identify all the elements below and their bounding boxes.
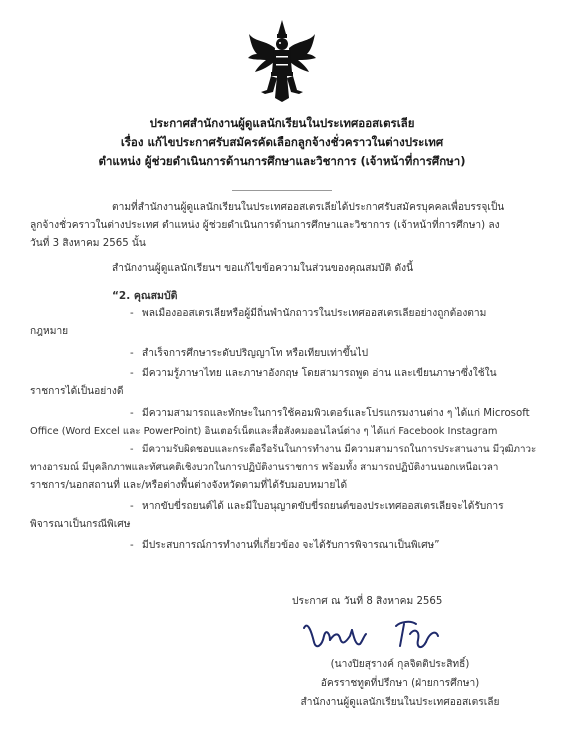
announcement-subject: เรื่อง แก้ไขประกาศรับสมัครคัดเลือกลูกจ้างชั่วคราวในต่างประเทศ	[120, 135, 444, 149]
dash-bullet: -	[130, 408, 134, 419]
garuda-emblem-icon	[247, 20, 317, 102]
signature-image	[300, 616, 460, 656]
list-item-cont: ราชการได้เป็นอย่างดี	[30, 386, 124, 397]
list-item-cont: ทางอารมณ์ มีบุคลิกภาพและทัศนคติเชิงบวกในการปฏิบัติงานราชการ พร้อมทั้ง สามารถปฏิบัติงานนอกเหนือเวลา	[30, 462, 499, 473]
list-item-cont: พิจารณาเป็นกรณีพิเศษ	[30, 519, 131, 530]
list-item: - มีความรับผิดชอบและกระตือรือร้นในการทำงาน มีความสามารถในการประสานงาน มีวุฒิภาวะ	[130, 441, 536, 459]
list-item: - พลเมืองออสเตรเลียหรือผู้มีถิ่นพำนักถาวรในประเทศออสเตรเลียอย่างถูกต้องตาม	[130, 305, 486, 323]
list-item: - มีความสามารถและทักษะในการใช้คอมพิวเตอร์และโปรแกรมงานต่าง ๆ ได้แก่ Microsoft	[130, 405, 530, 423]
dash-bullet: -	[130, 540, 134, 551]
divider	[232, 190, 332, 191]
list-item-cont: ราชการ/นอกสถานที่ และ/หรือต่างพื้นต่างจังหวัดตามที่ได้รับมอบหมายได้	[30, 480, 348, 491]
signer-name: (นางปิยสุรางค์ กุลจิตติประสิทธิ์)	[330, 659, 470, 670]
dash-bullet: -	[130, 348, 134, 359]
list-item: - สำเร็จการศึกษาระดับปริญญาโท หรือเทียบเท่าขึ้นไป	[130, 345, 368, 363]
signer-office: สำนักงานผู้ดูแลนักเรียนในประเทศออสเตรเลีย	[300, 697, 500, 708]
list-item: - มีความรู้ภาษาไทย และภาษาอังกฤษ โดยสามารถพูด อ่าน และเขียนภาษาซึ่งใช้ใน	[130, 365, 497, 383]
paragraph-1-line-3: วันที่ 3 สิงหาคม 2565 นั้น	[30, 238, 146, 249]
signer-position: อัครราชทูตที่ปรึกษา (ฝ่ายการศึกษา)	[320, 678, 480, 689]
announcement-date: ประกาศ ณ วันที่ 8 สิงหาคม 2565	[292, 596, 443, 607]
dash-bullet: -	[130, 368, 134, 379]
list-item: - หากขับขี่รถยนต์ได้ และมีใบอนุญาตขับขี่รถยนต์ของประเทศออสเตรเลียจะได้รับการ	[130, 498, 504, 516]
dash-bullet: -	[130, 444, 134, 455]
announcement-title: ประกาศสำนักงานผู้ดูแลนักเรียนในประเทศออสเตรเลีย	[149, 116, 415, 130]
paragraph-1-line-2: ลูกจ้างชั่วคราวในต่างประเทศ ตำแหน่ง ผู้ช่วยดำเนินการด้านการศึกษาและวิชาการ (เจ้าหน้าที่การศึกษา) ลง	[30, 220, 500, 231]
dash-bullet: -	[130, 308, 134, 319]
dash-bullet: -	[130, 501, 134, 512]
paragraph-2: สำนักงานผู้ดูแลนักเรียนฯ ขอแก้ไขข้อความในส่วนของคุณสมบัติ ดังนี้	[112, 263, 414, 274]
list-item-cont: กฎหมาย	[30, 326, 69, 337]
announcement-position: ตำแหน่ง ผู้ช่วยดำเนินการด้านการศึกษาและวิชาการ (เจ้าหน้าที่การศึกษา)	[98, 154, 466, 168]
section-title: “2. คุณสมบัติ	[112, 290, 178, 302]
list-item-cont: Office (Word Excel และ PowerPoint) อินเตอร์เน็ตและสื่อสังคมออนไลน์ต่าง ๆ ได้แก่ Facebook Instagram	[30, 426, 498, 437]
list-item: - มีประสบการณ์การทำงานที่เกี่ยวข้อง จะได้รับการพิจารณาเป็นพิเศษ”	[130, 537, 440, 555]
paragraph-1-line-1: ตามที่สำนักงานผู้ดูแลนักเรียนในประเทศออสเตรเลียได้ประกาศรับสมัครบุคคลเพื่อบรรจุเป็น	[112, 202, 505, 213]
